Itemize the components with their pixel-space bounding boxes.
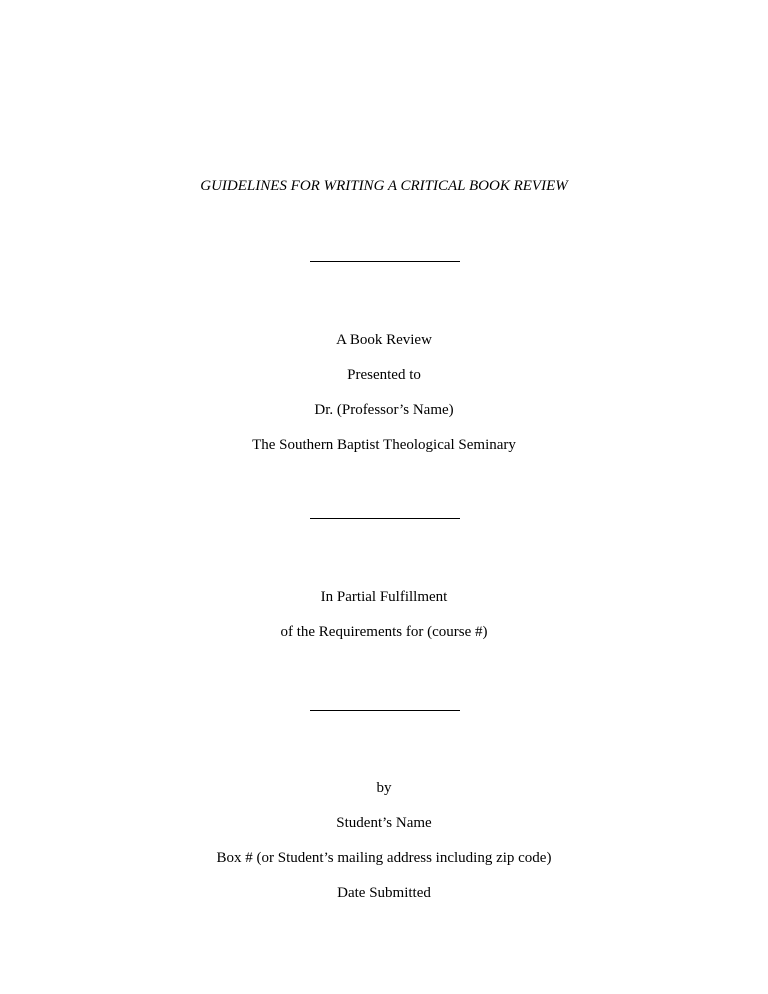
- by-line: by: [376, 780, 392, 796]
- fulfillment-line: In Partial Fulfillment: [320, 589, 448, 605]
- separator-line: [310, 518, 460, 519]
- requirements-line: of the Requirements for (course #): [280, 624, 488, 640]
- professor-name: Dr. (Professor’s Name): [314, 402, 454, 418]
- presented-to: Presented to: [347, 367, 421, 383]
- student-name: Student’s Name: [336, 815, 432, 831]
- separator-line: [310, 710, 460, 711]
- separator-line: [310, 261, 460, 262]
- date-submitted: Date Submitted: [337, 885, 431, 901]
- document-title: GUIDELINES FOR WRITING A CRITICAL BOOK REVIEW: [200, 178, 568, 194]
- student-box: Box # (or Student’s mailing address including zip code): [216, 850, 552, 866]
- review-type: A Book Review: [336, 332, 432, 348]
- institution-name: The Southern Baptist Theological Seminary: [252, 437, 516, 453]
